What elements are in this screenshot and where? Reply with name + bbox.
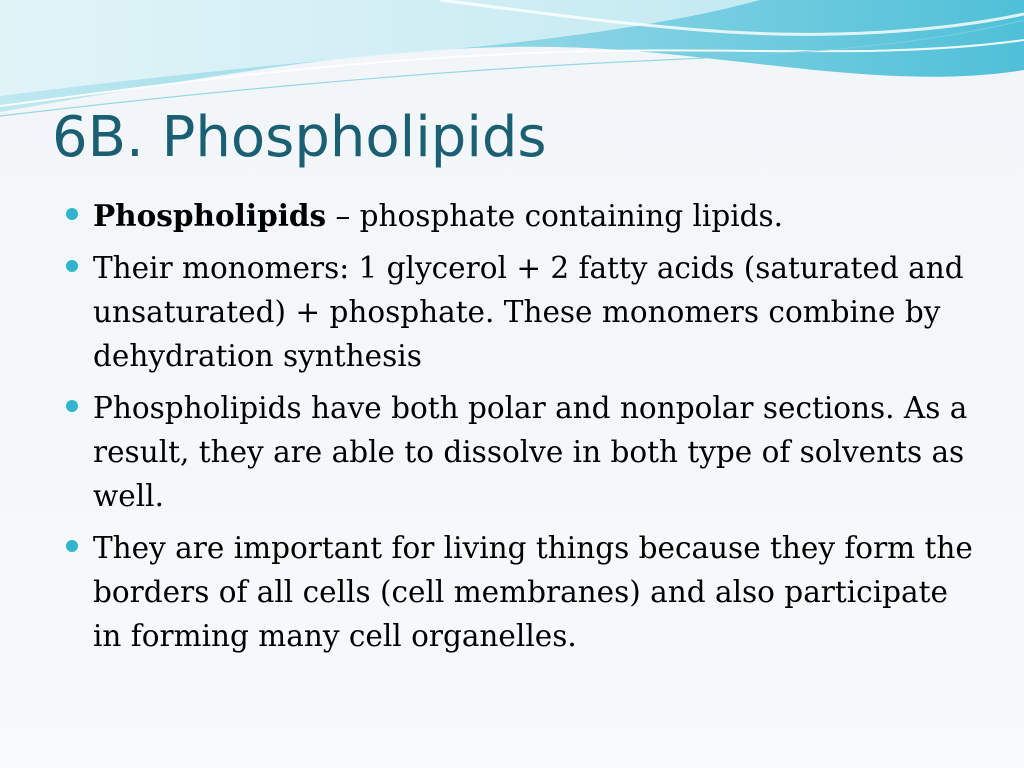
bullet-dot-icon xyxy=(66,400,78,412)
bullet-text: Phospholipids have both polar and nonpolar sections. As a result, they are able to dissolve in both type of solvents as well. xyxy=(93,391,968,513)
bullet-text: – phosphate containing lipids. xyxy=(326,199,784,233)
bullet-item xyxy=(64,386,984,518)
bullet-item xyxy=(64,194,984,238)
bullet-bold-term: Phospholipids xyxy=(93,198,327,233)
bullet-dot-icon xyxy=(66,260,78,272)
bullet-list xyxy=(64,194,984,666)
bullet-item xyxy=(64,526,984,658)
slide-title: 6B. Phospholipids xyxy=(52,105,547,170)
bullet-dot-icon xyxy=(66,208,78,220)
bullet-text: Their monomers: 1 glycerol + 2 fatty acids (saturated and unsaturated) + phosphate. These monomers combine by dehydration synthesis xyxy=(93,251,964,373)
bullet-dot-icon xyxy=(66,540,78,552)
bullet-text: They are important for living things because they form the borders of all cells (cell membranes) and also participate in forming many cell organelles. xyxy=(93,531,973,653)
bullet-item xyxy=(64,246,984,378)
